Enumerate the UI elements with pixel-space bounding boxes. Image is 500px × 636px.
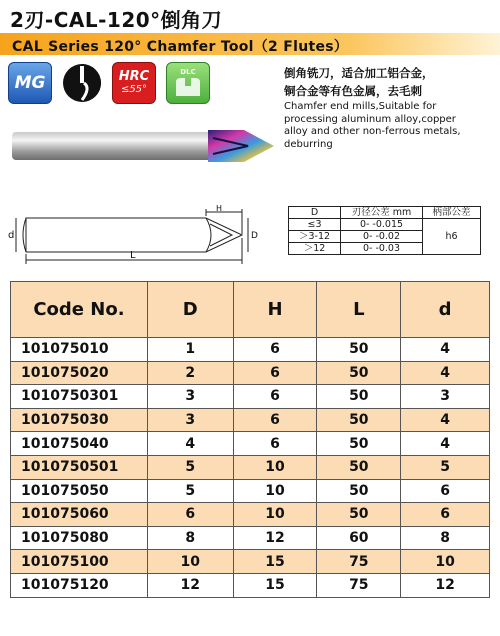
cell-shank-d: 4 [401,338,490,362]
cell-d: 3 [147,408,233,432]
cell-l: 50 [317,432,401,456]
cell-shank-d: 3 [401,385,490,409]
cell-shank-d: 12 [401,573,490,597]
description-cn-line-1: 倒角铣刀，适合加工铝合金， [284,66,434,80]
cell-h: 12 [233,526,317,550]
mg-badge-label: MG [14,73,46,93]
cell-l: 50 [317,455,401,479]
technical-drawing [6,204,276,266]
cell-l: 50 [317,338,401,362]
table-row [11,573,490,597]
column-header-d: D [147,282,233,338]
tol-row-value: 0- -0.03 [341,243,423,255]
cell-d: 12 [147,573,233,597]
table-row [11,479,490,503]
cell-l: 50 [317,479,401,503]
drawing-label-d-small: d [8,230,15,241]
hrc-badge-label: HRC [118,69,150,84]
table-row [11,338,490,362]
tol-row-d: ＞12 [289,243,341,255]
table-row [11,550,490,574]
cell-d: 8 [147,526,233,550]
hrc-badge-icon [112,62,156,104]
cell-shank-d: 5 [401,455,490,479]
cell-shank-d: 4 [401,432,490,456]
column-header-l: L [317,282,401,338]
chamfer-tool-image [8,120,278,172]
product-spec-table [10,281,490,598]
description-en-line-3: alloy and other non-ferrous metals, [284,126,461,138]
cell-l: 50 [317,503,401,527]
cell-h: 10 [233,479,317,503]
tol-row-d: ≤3 [289,219,341,231]
tol-row-value: 0- -0.02 [341,231,423,243]
cell-d: 6 [147,503,233,527]
column-header-code: Code No. [11,282,148,338]
description-en-line-2: processing aluminum alloy,copper [284,113,456,125]
tol-row-value: 0- -0.015 [341,219,423,231]
cell-code: 101075010 [11,338,148,362]
table-row [11,408,490,432]
tol-shank-value: h6 [423,219,481,255]
cell-h: 10 [233,503,317,527]
cell-code: 101075100 [11,550,148,574]
cell-d: 5 [147,455,233,479]
drawing-label-h: H [216,204,223,213]
table-row [11,455,490,479]
cell-shank-d: 10 [401,550,490,574]
cell-d: 1 [147,338,233,362]
column-header-shank-d: d [401,282,490,338]
cell-code: 101075060 [11,503,148,527]
tolerance-table [288,206,481,255]
table-row [11,432,490,456]
cell-shank-d: 6 [401,503,490,527]
cell-h: 6 [233,408,317,432]
cell-code: 1010750301 [11,385,148,409]
cell-d: 4 [147,432,233,456]
cell-l: 75 [317,550,401,574]
cell-h: 6 [233,385,317,409]
mg-badge-icon [8,62,52,104]
table-body [11,338,490,598]
cell-code: 101075080 [11,526,148,550]
cell-l: 50 [317,408,401,432]
cell-h: 6 [233,361,317,385]
tol-header-tolerance: 刃径公差 mm [341,207,423,219]
coating-shape-icon [173,76,203,98]
tol-row-d: ＞3-12 [289,231,341,243]
drawing-label-l: L [130,250,136,261]
cell-h: 6 [233,432,317,456]
cell-d: 10 [147,550,233,574]
table-row [11,361,490,385]
page-subtitle: CAL Series 120° Chamfer Tool（2 Flutes） [12,39,349,55]
cell-l: 60 [317,526,401,550]
cell-code: 101075120 [11,573,148,597]
end-mill-section-icon [60,62,104,104]
page-title: 2刃-CAL-120°倒角刀 [10,8,223,32]
cell-l: 50 [317,361,401,385]
cell-shank-d: 8 [401,526,490,550]
cell-shank-d: 4 [401,361,490,385]
table-row [11,503,490,527]
drawing-label-d-big: D [251,231,258,241]
cell-d: 2 [147,361,233,385]
table-header-row [11,282,490,338]
cell-l: 75 [317,573,401,597]
cell-h: 6 [233,338,317,362]
column-header-h: H [233,282,317,338]
feature-badges [8,62,218,106]
tol-header-shank: 柄部公差 [423,207,481,219]
cell-d: 5 [147,479,233,503]
dlc-coating-badge-icon [166,62,210,104]
table-row [11,526,490,550]
cell-code: 101075020 [11,361,148,385]
cell-code: 101075040 [11,432,148,456]
cell-h: 15 [233,550,317,574]
cell-code: 101075050 [11,479,148,503]
cell-h: 15 [233,573,317,597]
description-en-line-4: deburring [284,138,333,150]
cell-shank-d: 6 [401,479,490,503]
cell-h: 10 [233,455,317,479]
description-cn-line-2: 铜合金等有色金属，去毛刺 [284,84,422,98]
cell-code: 101075030 [11,408,148,432]
cell-d: 3 [147,385,233,409]
cell-l: 50 [317,385,401,409]
cell-code: 1010750501 [11,455,148,479]
dlc-badge-label: DLC [180,68,196,76]
cell-shank-d: 4 [401,408,490,432]
description-en-line-1: Chamfer end mills,Suitable for [284,101,437,112]
tol-header-d: D [289,207,341,219]
product-description [284,64,498,150]
hrc-badge-value: ≤55° [120,84,148,95]
table-row [11,385,490,409]
